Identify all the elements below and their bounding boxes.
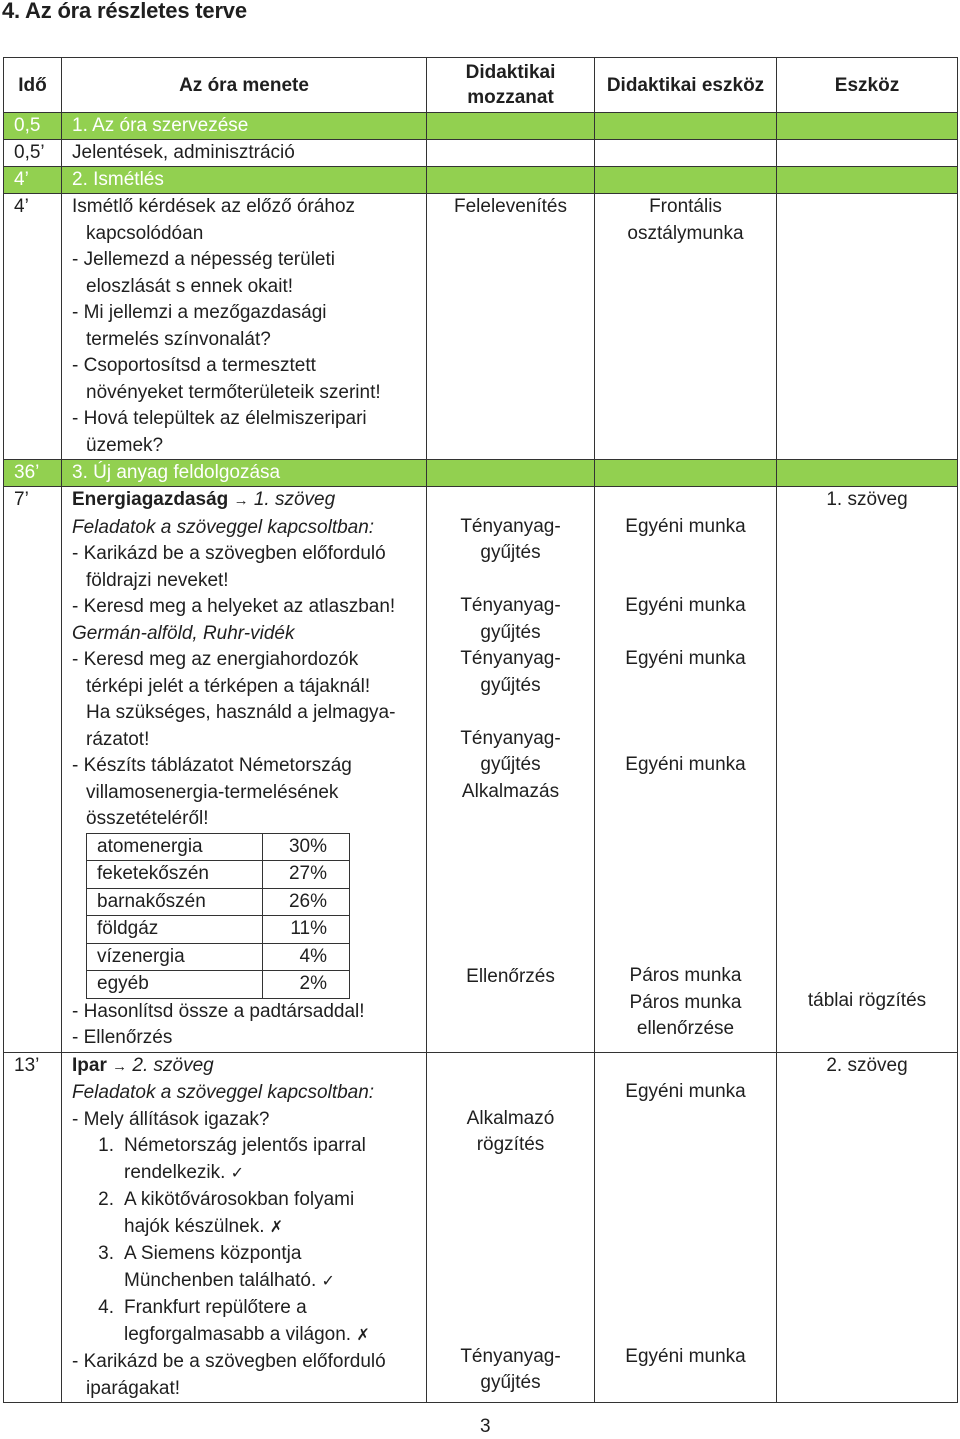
item-number: 3. (98, 1243, 114, 1264)
arrow-right-icon: → (112, 1057, 128, 1075)
text-line: legforgalmasabb a világon. (124, 1323, 352, 1345)
table-row-review-questions (4, 194, 958, 460)
text-line: A kikötővárosokban folyami (124, 1189, 355, 1210)
item-text (124, 1295, 426, 1349)
empty-cell (427, 113, 595, 140)
industry-tools (595, 1052, 777, 1403)
section-row-organisation (4, 113, 958, 140)
item-number: 4. (98, 1297, 114, 1318)
text-line: - Karikázd be a szövegben előforduló (72, 543, 386, 564)
text-line: rendelkezik. (124, 1161, 226, 1183)
text-line: A Siemens központja (124, 1243, 302, 1264)
col-header-time: Idő (4, 58, 62, 113)
page-heading: 4. Az óra részletes terve (2, 0, 247, 23)
text-line: iparágakat! (86, 1377, 181, 1399)
spacer (427, 1053, 594, 1106)
source-ref: 1. szöveg (253, 489, 336, 510)
check-icon: ✓ (321, 1272, 335, 1290)
spacer (595, 1106, 776, 1344)
energy-source: barnakőszén (87, 888, 263, 916)
text-line: Frontális (649, 196, 722, 217)
text-line: gyűjtés (480, 621, 541, 643)
text-line: földrajzi neveket! (86, 569, 229, 591)
spacer (427, 567, 594, 594)
text-line: Páros munka (629, 991, 742, 1013)
empty-cell (427, 140, 595, 167)
text-line: ellenőrzése (636, 1018, 735, 1039)
energy-source: egyéb (87, 971, 263, 999)
item-text (124, 1133, 426, 1187)
review-tool (595, 194, 777, 460)
arrow-right-icon: → (233, 492, 249, 509)
industry-tasks (62, 1052, 427, 1403)
table-row-industry (4, 1052, 958, 1403)
text-line: - Készíts táblázatot Németország (72, 755, 352, 776)
text-line: - Mi jellemzi a mezőgazdasági (72, 302, 327, 323)
table-row (87, 916, 350, 944)
row-time: 4’ (4, 194, 62, 460)
col-header-didactic-tool: Didaktikai eszköz (595, 58, 777, 113)
spacer (427, 699, 594, 726)
section-row-new-material (4, 460, 958, 487)
check-icon: ✓ (230, 1164, 245, 1182)
table-row-energy (4, 487, 958, 1053)
text-line: - Ellenőrzés (72, 1027, 173, 1048)
text-line: Egyéni munka (625, 648, 746, 669)
text-line: Tényanyag- (460, 1345, 561, 1367)
energy-moments (427, 487, 595, 1053)
energy-source: vízenergia (87, 943, 263, 971)
empty-cell (777, 140, 958, 167)
empty-cell (595, 113, 777, 140)
row-time: 7’ (4, 487, 62, 1053)
empty-cell (427, 460, 595, 487)
text-line: 1. szöveg (826, 489, 908, 510)
table-row (87, 888, 350, 916)
text-line: Egyéni munka (625, 1081, 746, 1102)
spacer (595, 673, 776, 752)
item-text (124, 1187, 426, 1241)
spacer (595, 540, 776, 593)
energy-share: 27% (262, 861, 349, 889)
text-line: térképi jelét a térképen a tájaknál! (86, 675, 371, 697)
text-line: gyűjtés (480, 754, 541, 775)
text-line: - Keresd meg a helyeket az atlaszban! (72, 596, 396, 617)
energy-share: 2% (262, 971, 349, 999)
industry-title: Ipar (72, 1054, 107, 1076)
text-line: Tényanyag- (460, 595, 561, 616)
text-line: Tényanyag- (460, 727, 561, 749)
section-time: 36’ (4, 460, 62, 487)
text-line: Ellenőrzés (466, 966, 555, 987)
text-line: Tényanyag- (460, 515, 561, 537)
cross-icon: ✗ (356, 1326, 370, 1344)
text-line: Frankfurt repülőtere a (124, 1297, 307, 1318)
review-moment: Felelevenítés (427, 194, 595, 460)
text-line: rögzítés (476, 1134, 545, 1155)
text-line: rázatot! (86, 728, 150, 750)
list-item (72, 1241, 426, 1295)
lesson-plan-table (3, 57, 958, 1403)
empty-cell (595, 140, 777, 167)
text-line: - Jellemezd a népesség területi (72, 249, 335, 270)
text-line: - Mely állítások igazak? (72, 1108, 270, 1130)
table-row (87, 833, 350, 861)
table-row (87, 971, 350, 999)
text-line: termelés színvonalát? (86, 328, 271, 350)
text-line: Egyéni munka (625, 753, 746, 775)
text-line: Germán-alföld, Ruhr-vidék (72, 622, 295, 644)
empty-cell (427, 167, 595, 194)
energy-mix-table (86, 833, 350, 999)
spacer (595, 1053, 776, 1080)
task-intro: Feladatok a szöveggel kapcsoltban: (72, 1082, 375, 1103)
text-line: gyűjtés (480, 1372, 541, 1393)
industry-equipment: 2. szöveg (777, 1052, 958, 1403)
empty-cell (777, 113, 958, 140)
text-line: Ha szükséges, használd a jelmagya- (86, 702, 396, 723)
task-intro: Feladatok a szöveggel kapcsoltban: (72, 516, 375, 538)
text-line: Alkalmazó (466, 1107, 555, 1129)
text-line: - Keresd meg az energiahordozók (72, 649, 359, 670)
col-header-flow: Az óra menete (62, 58, 427, 113)
text-line: Alkalmazás (461, 780, 560, 802)
energy-source: földgáz (87, 916, 263, 944)
item-number: 2. (98, 1189, 114, 1210)
text-line: Egyéni munka (625, 515, 746, 537)
section-time: 0,5 (4, 113, 62, 140)
spacer (595, 620, 776, 647)
page-number: 3 (480, 1416, 491, 1437)
cross-icon: ✗ (269, 1218, 284, 1236)
spacer (595, 778, 776, 963)
text-line: eloszlását s ennek okait! (86, 275, 294, 297)
energy-source: atomenergia (87, 833, 263, 861)
text-line: gyűjtés (480, 542, 541, 563)
text-line: - Hová települtek az élelmiszeripari (72, 408, 367, 429)
text-line: Egyéni munka (625, 1345, 746, 1367)
spacer (777, 514, 957, 988)
text-line: villamosenergia-termelésének (86, 781, 339, 803)
empty-cell (777, 194, 958, 460)
text-line: Egyéni munka (625, 595, 746, 616)
text-line: üzemek? (86, 434, 164, 456)
section-title: 1. Az óra szervezése (62, 113, 427, 140)
item-number: 1. (98, 1135, 114, 1156)
industry-title-line (72, 1053, 426, 1081)
industry-moments (427, 1052, 595, 1403)
energy-share: 11% (262, 916, 349, 944)
text-line: - Karikázd be a szövegben előforduló (72, 1351, 386, 1372)
section-title: 3. Új anyag feldolgozása (62, 460, 427, 487)
text-line: táblai rögzítés (807, 989, 927, 1011)
review-questions (62, 194, 427, 460)
empty-cell (777, 167, 958, 194)
list-item (72, 1133, 426, 1187)
empty-cell (595, 460, 777, 487)
spacer (427, 805, 594, 964)
table-row-reports (4, 140, 958, 167)
energy-title: Energiagazdaság (72, 489, 229, 510)
row-text: Jelentések, adminisztráció (62, 140, 427, 167)
text-line: növényeket termőterületeik szerint! (86, 381, 381, 403)
text-line: Münchenben található. (124, 1269, 317, 1291)
table-row (87, 861, 350, 889)
text-line: Páros munka (629, 965, 742, 986)
energy-equipment (777, 487, 958, 1053)
energy-source: feketekőszén (87, 861, 263, 889)
energy-tools (595, 487, 777, 1053)
energy-tasks (62, 487, 427, 1053)
col-header-moment: Didaktikai mozzanat (427, 58, 595, 113)
section-time: 4’ (4, 167, 62, 194)
table-header-row (4, 58, 958, 113)
text-line: - Csoportosítsd a termesztett (72, 355, 316, 376)
energy-share: 26% (262, 888, 349, 916)
text-line: összetételéről! (86, 808, 209, 829)
table-row (87, 943, 350, 971)
text-line: kapcsolódóan (86, 222, 204, 244)
item-text (124, 1241, 426, 1295)
text-line: gyűjtés (480, 674, 541, 696)
text-line: Ismétlő kérdések az előző órához (72, 196, 356, 217)
row-time: 13’ (4, 1052, 62, 1403)
spacer (427, 487, 594, 514)
text-line: osztálymunka (627, 222, 744, 244)
section-title: 2. Ismétlés (62, 167, 427, 194)
row-time: 0,5’ (4, 140, 62, 167)
source-ref: 2. szöveg (132, 1054, 214, 1076)
empty-cell (595, 167, 777, 194)
spacer (595, 487, 776, 514)
empty-cell (777, 460, 958, 487)
text-line: - Hasonlítsd össze a padtársaddal! (72, 1000, 365, 1022)
spacer (427, 1159, 594, 1344)
text-line: Tényanyag- (460, 648, 561, 669)
list-item (72, 1187, 426, 1241)
text-line: Németország jelentős iparral (124, 1135, 366, 1156)
col-header-equipment: Eszköz (777, 58, 958, 113)
list-item (72, 1295, 426, 1349)
energy-title-line (72, 487, 426, 515)
section-row-review (4, 167, 958, 194)
energy-share: 4% (262, 943, 349, 971)
text-line: hajók készülnek. (124, 1215, 265, 1237)
energy-share: 30% (262, 833, 349, 861)
